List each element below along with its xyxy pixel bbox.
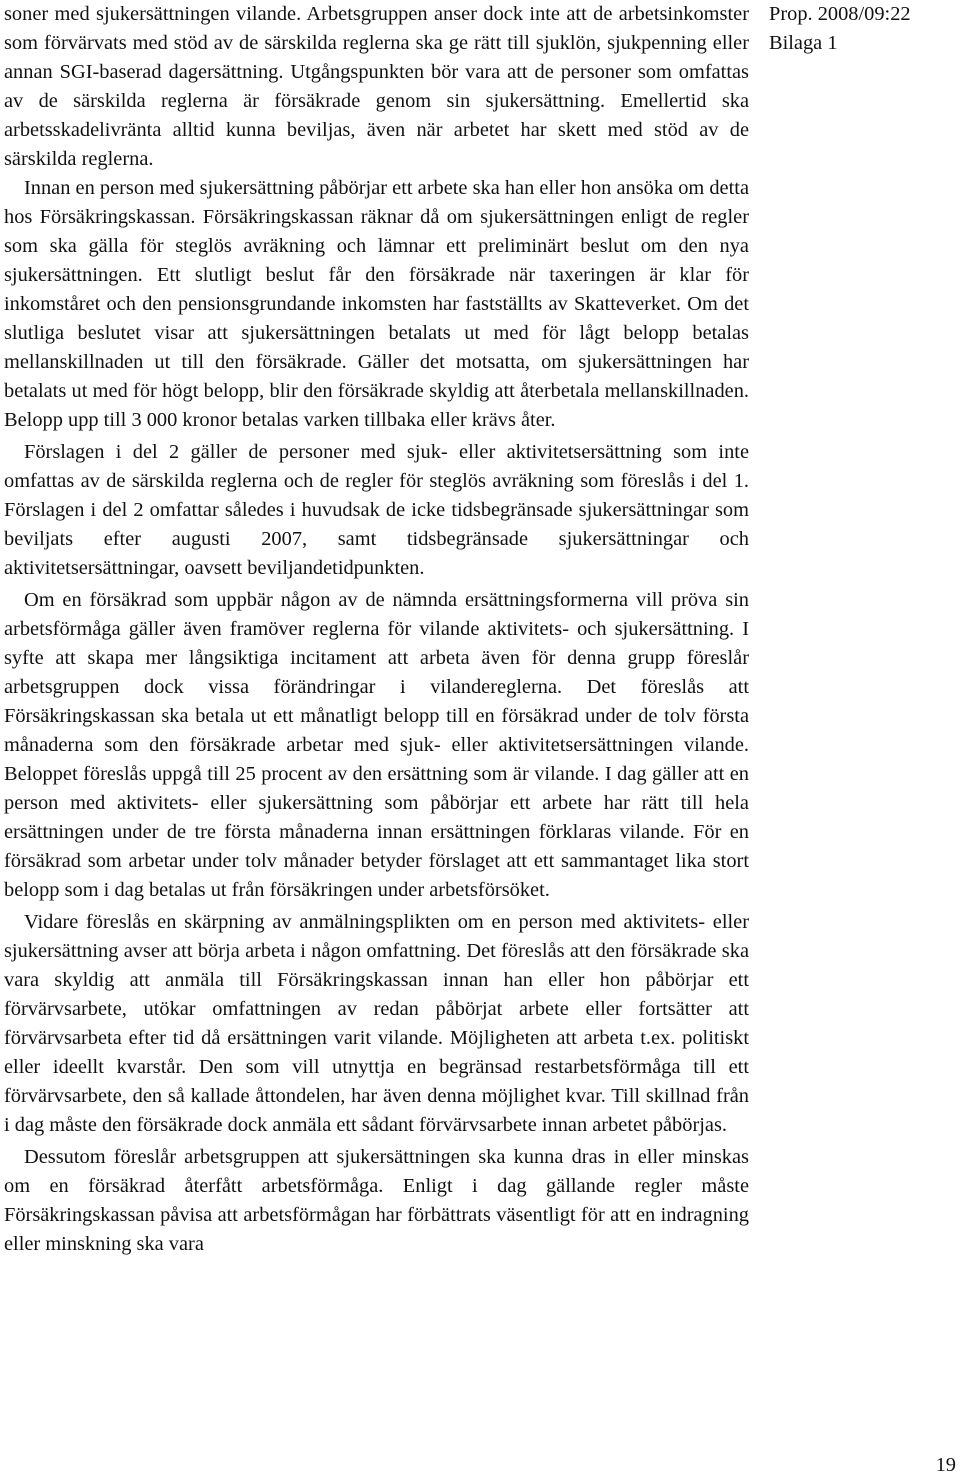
paragraph-6: Dessutom föreslår arbetsgruppen att sjukersättningen ska kunna dras in eller minskas om en försäkrad återfått arbetsförmåga. Enligt i dag gällande regler måste Försäkringskassan påvisa att arbetsförmågan har förbättrats väsentligt för att en indragning eller minskning ska vara bbox=[4, 1146, 749, 1255]
proposition-number: Prop. 2008/09:22 bbox=[769, 3, 911, 25]
paragraph-3: Förslagen i del 2 gäller de personer med sjuk- eller aktivitetsersättning som inte omfattas av de särskilda reglerna och de regler för steglös avräkning som föreslås i del 1. Förslagen i del 2 omfattar således i huvudsak de icke tidsbegränsade sjukersättningar som beviljats efter augusti 2007, samt tidsbegränsade sjukersättningar och aktivitetsersättningar, oavsett beviljandetidpunkten. bbox=[4, 441, 749, 579]
paragraph-2: Innan en person med sjukersättning påbörjar ett arbete ska han eller hon ansöka om detta hos Försäkringskassan. Försäkringskassan räknar då om sjukersättningen enligt de regler som ska gälla för steglös avräkning och lämnar ett preliminärt beslut om den nya sjukersättningen. Ett slutligt beslut får den försäkrade när taxeringen är klar för inkomståret och den pensionsgrundande inkomsten har fastställts av Skatteverket. Om det slutliga beslutet visar att sjukersättningen betalats ut med för lågt belopp betalas mellanskillnaden ut till den försäkrade. Gäller det motsatta, om sjukersättningen har betalats ut med för högt belopp, blir den försäkrade skyldig att återbetala mellanskillnaden. Belopp upp till 3 000 kronor betalas varken tillbaka eller krävs åter. bbox=[4, 177, 749, 431]
appendix-label: Bilaga 1 bbox=[769, 32, 838, 54]
paragraph-4: Om en försäkrad som uppbär någon av de nämnda ersättningsformerna vill pröva sin arbetsförmåga gäller även framöver reglerna för vilande aktivitets- och sjukersättning. I syfte att skapa mer långsiktiga incitament att arbeta även för denna grupp föreslår arbetsgruppen dock vissa förändringar i vilandereglerna. Det föreslås att Försäkringskassan ska betala ut ett månatligt belopp till en försäkrad under de tolv första månaderna som den försäkrade arbetar med sjuk- eller aktivitetsersättningen vilande. Beloppet föreslås uppgå till 25 procent av den ersättning som är vilande. I dag gäller att en person med aktivitets- eller sjukersättning som påbörjar ett arbete har rätt till hela ersättningen under de tre första månaderna innan ersättningen förklaras vilande. För en försäkrad som arbetar under tolv månader betyder förslaget att ett sammantaget lika stort belopp som i dag betalas ut från försäkringen under arbetsförsöket. bbox=[4, 589, 749, 901]
paragraph-1: soner med sjukersättningen vilande. Arbetsgruppen anser dock inte att de arbetsinkomster som förvärvats med stöd av de särskilda reglerna ska ge rätt till sjuklön, sjukpenning eller annan SGI-baserad dagersättning. Utgångspunkten bör vara att de personer som omfattas av de särskilda reglerna är försäkrade genom sin sjukersättning. Emellertid ska arbetsskadelivränta alltid kunna beviljas, även när arbetet har skett med stöd av de särskilda reglerna. bbox=[4, 3, 749, 170]
page-number: 19 bbox=[935, 1454, 956, 1476]
document-reference bbox=[769, 0, 959, 58]
paragraph-5: Vidare föreslås en skärpning av anmälningsplikten om en person med aktivitets- eller sjukersättning avser att börja arbeta i någon omfattning. Det föreslås att den försäkrade ska vara skyldig att anmäla till Försäkringskassan innan han eller hon påbörjar ett förvärvsarbete, utökar omfattningen av redan påbörjat arbete eller fortsätter att förvärvsarbeta efter tid då ersättningen varit vilande. Möjligheten att arbeta t.ex. politiskt eller ideellt kvarstår. Den som vill utnyttja en begränsad restarbetsförmåga till ett förvärvsarbete, den så kallade åttondelen, har även denna möjlighet kvar. Till skillnad från i dag måste den försäkrade dock anmäla ett sådant förvärvsarbete innan arbetet påbörjas. bbox=[4, 911, 749, 1136]
body-text bbox=[4, 0, 749, 1259]
